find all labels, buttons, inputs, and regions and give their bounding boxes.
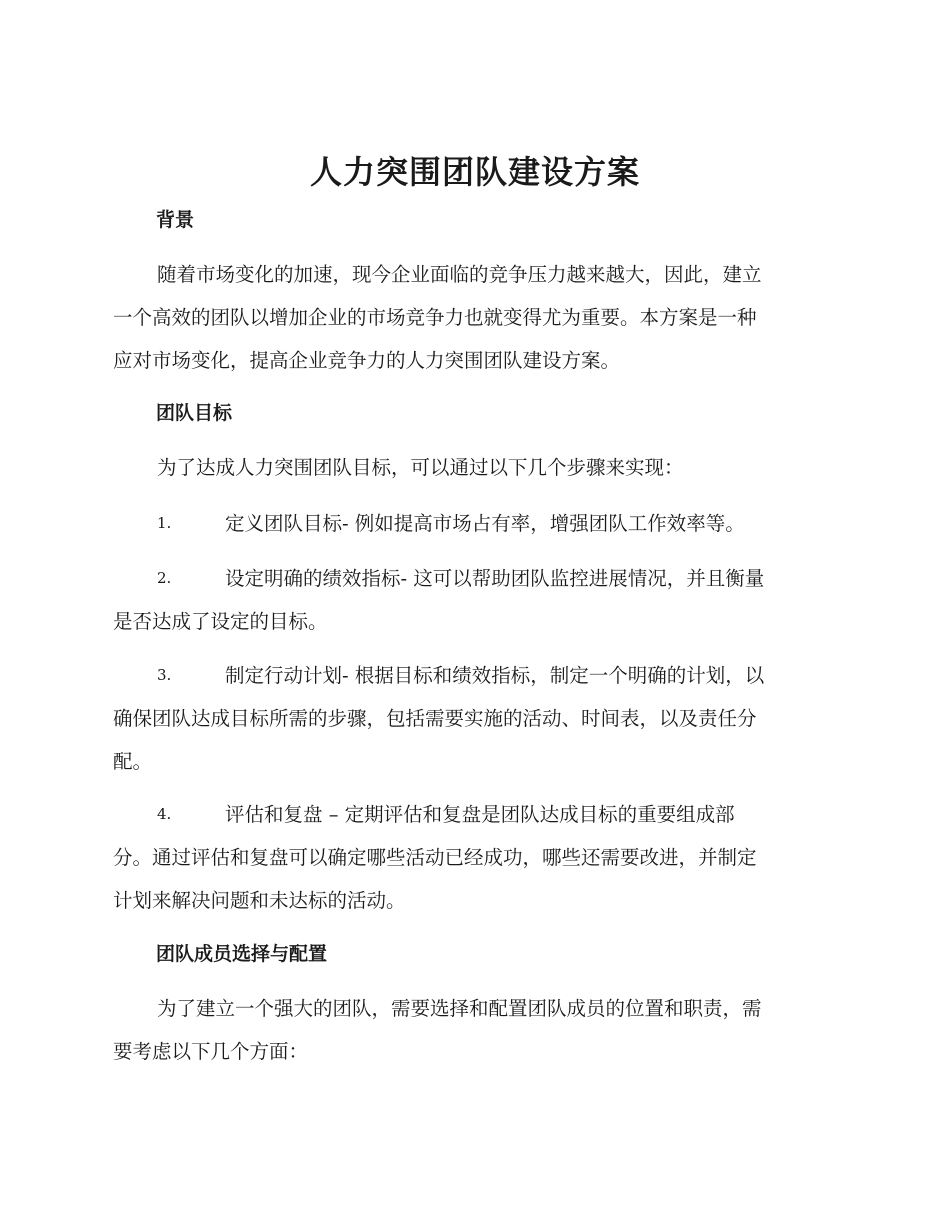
paragraph-line: 一个高效的团队以增加企业的市场竞争力也就变得尤为重要。本方案是一种: [113, 306, 757, 329]
list-item-2: [113, 557, 833, 643]
list-item-number: 1.: [157, 514, 172, 532]
paragraph-line: 随着市场变化的加速，现今企业面临的竞争压力越来越大，因此，建立: [157, 263, 762, 286]
list-item-number: 3.: [157, 666, 172, 684]
list-item-text: 评估和复盘 – 定期评估和复盘是团队达成目标的重要组成部: [225, 803, 735, 826]
paragraph-line: 应对市场变化，提高企业竞争力的人力突围团队建设方案。: [113, 349, 621, 372]
list-item-text: 定义团队目标- 例如提高市场占有率，增强团队工作效率等。: [225, 512, 745, 535]
document-title: 人力突围团队建设方案: [309, 153, 640, 191]
section-heading-background: 背景: [156, 209, 195, 231]
paragraph-line: 为了达成人力突围团队目标，可以通过以下几个步骤来实现：: [157, 456, 684, 479]
list-item-text: 制定行动计划- 根据目标和绩效指标，制定一个明确的计划，以: [225, 664, 765, 687]
list-item-text: 设定明确的绩效指标- 这可以帮助团队监控进展情况，并且衡量: [225, 567, 765, 590]
list-item-text: 是否达成了设定的目标。: [113, 610, 328, 633]
list-item-text: 计划来解决问题和未达标的活动。: [113, 889, 406, 912]
list-item-text: 分。通过评估和复盘可以确定哪些活动已经成功，哪些还需要改进，并制定: [113, 846, 757, 869]
paragraph-line: 为了建立一个强大的团队，需要选择和配置团队成员的位置和职责，需: [157, 997, 762, 1020]
list-item-1: [113, 502, 833, 545]
paragraph-line: 要考虑以下几个方面：: [113, 1040, 309, 1063]
list-item-3: [113, 654, 833, 783]
background-paragraph: [113, 253, 833, 382]
list-item-text: 确保团队达成目标所需的步骤，包括需要实施的活动、时间表，以及责任分: [113, 707, 757, 730]
team-goals-intro: [113, 446, 833, 489]
list-item-4: [113, 793, 833, 922]
section-heading-team-goals: 团队目标: [156, 402, 233, 424]
list-item-number: 4.: [157, 805, 172, 823]
member-selection-paragraph: [113, 987, 833, 1073]
list-item-text: 配。: [113, 750, 153, 773]
section-heading-member-selection: 团队成员选择与配置: [156, 943, 328, 965]
list-item-number: 2.: [157, 569, 172, 587]
